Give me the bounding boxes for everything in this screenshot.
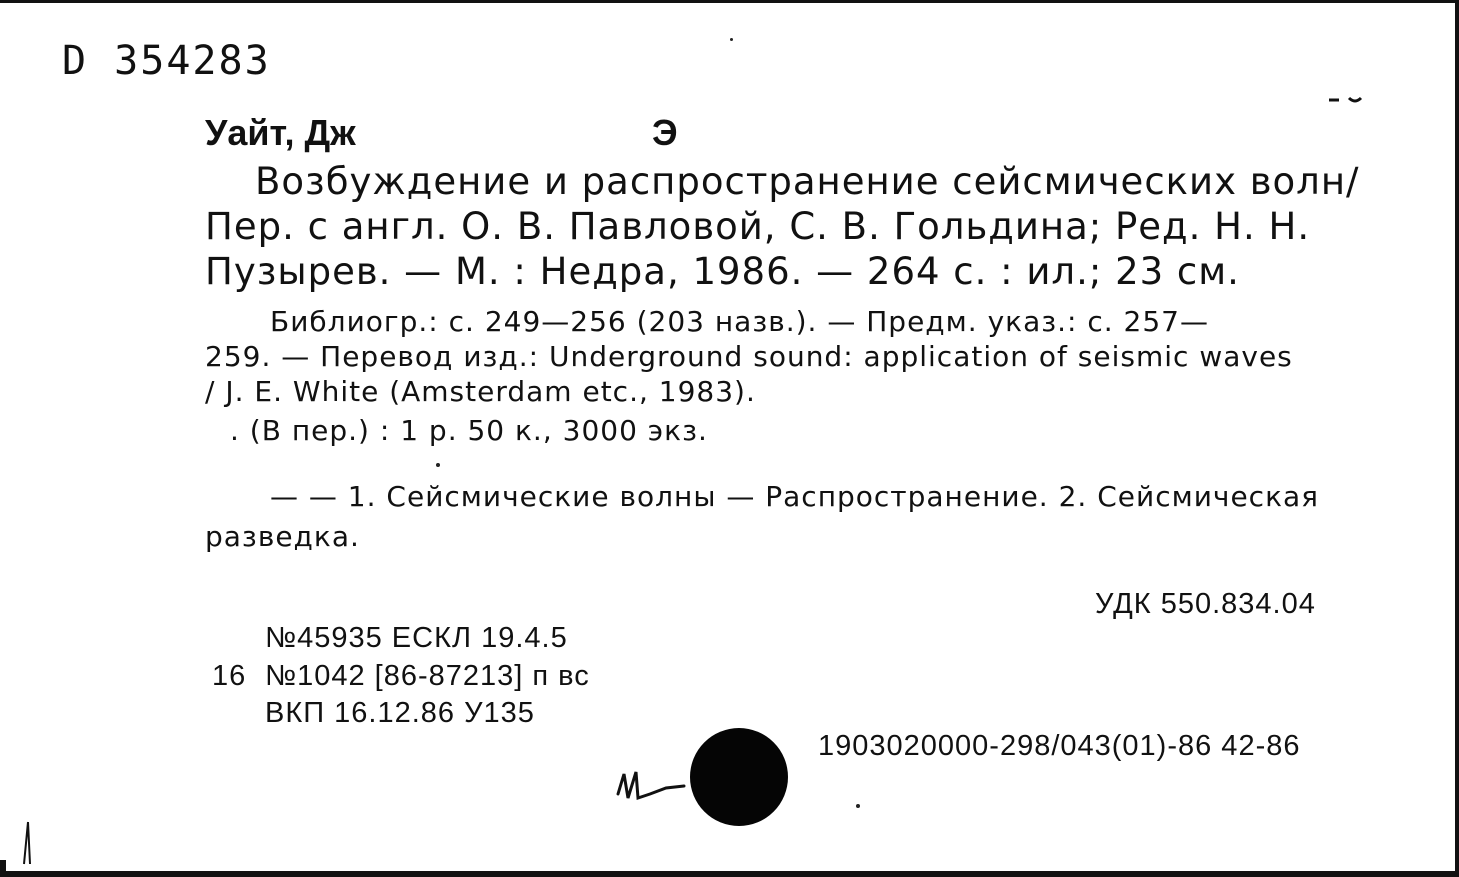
price-line: . (В пер.) : 1 р. 50 к., 3000 экз. bbox=[230, 414, 708, 447]
title-line-2: Пер. с англ. О. В. Павловой, С. В. Гольдина; Ред. Н. Н. bbox=[205, 205, 1311, 248]
card-border-bottom bbox=[0, 871, 1459, 877]
handwritten-mark bbox=[614, 764, 694, 814]
ink-blot bbox=[690, 728, 788, 826]
registry-line-3: ВКП 16.12.86 У135 bbox=[265, 697, 535, 729]
pencil-mark bbox=[18, 820, 38, 870]
card-border-left-mark bbox=[0, 860, 6, 877]
notes-line-1: Библиогр.: с. 249—256 (203 назв.). — Предм. указ.: с. 257— bbox=[270, 305, 1209, 338]
author-initial: Э bbox=[652, 112, 678, 153]
notes-line-3: / J. E. White (Amsterdam etc., 1983). bbox=[205, 375, 756, 408]
card-border-top bbox=[0, 0, 1459, 3]
title-line-3: Пузырев. — М. : Недра, 1986. — 264 с. : ил.; 23 см. bbox=[205, 250, 1240, 293]
title-line-1: Возбуждение и распространение сейсмических волн/ bbox=[255, 160, 1360, 203]
registry-line-1: №45935 ЕСКЛ 19.4.5 bbox=[265, 622, 568, 654]
author-name: Уайт, Дж bbox=[205, 112, 356, 153]
ink-dot bbox=[436, 463, 440, 467]
inventory-stamp: D 354283 bbox=[62, 38, 271, 84]
notes-line-2: 259. — Перевод изд.: Underground sound: application of seismic waves bbox=[205, 340, 1293, 373]
ink-dot bbox=[856, 804, 860, 808]
card-border-right bbox=[1455, 0, 1459, 877]
subject-line-1: — — 1. Сейсмические волны — Распространение. 2. Сейсмическая bbox=[270, 480, 1319, 513]
publisher-code: 1903020000-298/043(01)-86 42-86 bbox=[818, 730, 1301, 762]
subject-line-2: разведка. bbox=[205, 520, 360, 553]
udk-code: УДК 550.834.04 bbox=[1095, 588, 1316, 620]
ink-dot bbox=[730, 38, 733, 41]
corner-marks bbox=[1325, 90, 1375, 110]
registry-line-2: №1042 [86-87213] п вс bbox=[265, 660, 590, 692]
registry-number: 16 bbox=[212, 660, 247, 692]
